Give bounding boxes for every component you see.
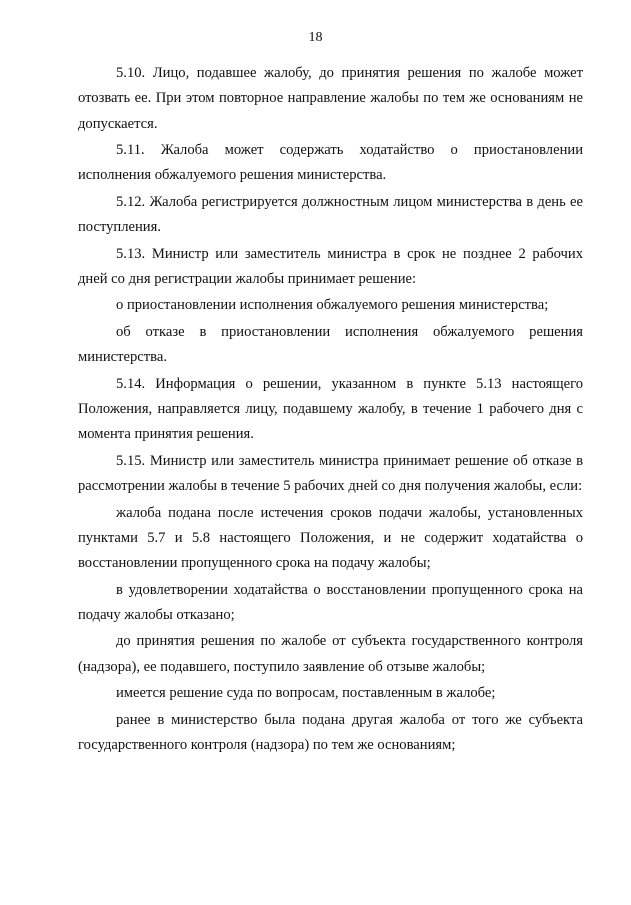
- list-item-duplicate-complaint: ранее в министерство была подана другая жалоба от того же субъекта государственного контроля (надзора) по тем же основаниям;: [78, 711, 583, 753]
- list-item-withdrawal: до принятия решения по жалобе от субъекта государственного контроля (надзора), ее подавшего, поступило заявление об отзыве жалобы;: [78, 633, 583, 675]
- list-item-petition-refused: в удовлетворении ходатайства о восстановлении пропущенного срока на подачу жалобы отказано;: [78, 581, 583, 623]
- paragraph-5-13: 5.13. Министр или заместитель министра в срок не позднее 2 рабочих дней со дня регистрации жалобы принимает решение:: [78, 245, 583, 287]
- list-item-court-decision: имеется решение суда по вопросам, поставленным в жалобе;: [116, 685, 496, 702]
- list-item-late-filing: жалоба подана после истечения сроков подачи жалобы, установленных пунктами 5.7 и 5.8 настоящего Положения, и не содержит ходатайства о восстановлении пропущенного срока на подачу жалобы;: [78, 504, 583, 572]
- paragraph-5-12: 5.12. Жалоба регистрируется должностным лицом министерства в день ее поступления.: [78, 193, 583, 236]
- paragraph-5-10: 5.10. Лицо, подавшее жалобу, до принятия решения по жалобе может отозвать ее. При этом повторное направление жалобы по тем же основаниям не допускается.: [78, 65, 583, 132]
- paragraph-5-11: 5.11. Жалоба может содержать ходатайство о приостановлении исполнения обжалуемого решения министерства.: [78, 142, 583, 184]
- page-number: 18: [308, 30, 323, 45]
- paragraph-5-14: 5.14. Информация о решении, указанном в пункте 5.13 настоящего Положения, направляется лицу, подавшему жалобу, в течение 1 рабочего дня с момента принятия решения.: [78, 375, 583, 443]
- list-item-refuse-suspend: об отказе в приостановлении исполнения обжалуемого решения министерства.: [78, 323, 583, 366]
- paragraph-5-15: 5.15. Министр или заместитель министра принимает решение об отказе в рассмотрении жалобы в течение 5 рабочих дней со дня получения жалобы, если:: [78, 452, 583, 495]
- list-item-suspend: о приостановлении исполнения обжалуемого решения министерства;: [116, 297, 549, 314]
- document-body: [78, 61, 583, 759]
